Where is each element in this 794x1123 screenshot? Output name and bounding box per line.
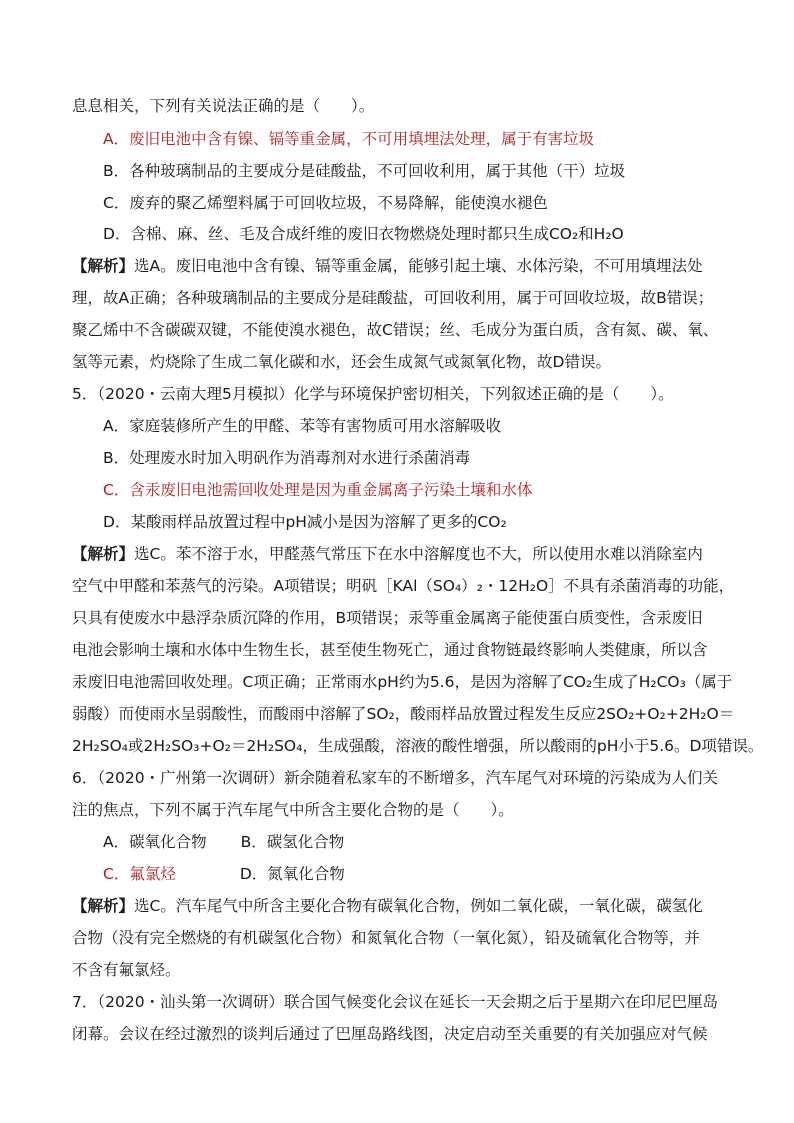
q4-option-c: C．废弃的聚乙烯塑料属于可回收垃圾，不易降解，能使溴水褪色	[103, 194, 548, 212]
q4-analysis-line-1: 【解析】选A。废旧电池中含有镍、镉等重金属，能够引起土壤、水体污染，不可用填埋法处	[72, 257, 703, 275]
q6-option-d: D．氮氧化合物	[239, 865, 345, 883]
q4-analysis-line-4: 氢等元素，灼烧除了生成二氧化碳和水，还会生成氮气或氮氧化物，故D错误。	[72, 353, 611, 371]
q5-option-a: A．家庭装修所产生的甲醛、苯等有害物质可用水溶解吸收	[103, 417, 502, 435]
q6-option-c: C．氟氯烃	[103, 865, 176, 883]
q5-analysis-line-6: 弱酸）而使雨水呈弱酸性，而酸雨中溶解了SO₂，酸雨样品放置过程发生反应2SO₂+O₂+2H₂O＝	[72, 705, 735, 723]
q5-analysis-line-3: 只具有使废水中悬浮杂质沉降的作用，B项错误；汞等重金属离子能使蛋白质变性，含汞废旧	[72, 609, 703, 627]
q7-stem-line-1: 7．（2020・汕头第一次调研）联合国气候变化会议在延长一天会期之后于星期六在印尼巴厘岛	[72, 993, 719, 1011]
q5-stem: 5．（2020・云南大理5月模拟）化学与环境保护密切相关，下列叙述正确的是（ ）。	[72, 385, 674, 403]
q6-options-row-2	[103, 864, 753, 884]
q7-stem-line-2: 闭幕。会议在经过激烈的谈判后通过了巴厘岛路线图，决定启动至关重要的有关加强应对气候	[72, 1025, 708, 1043]
q5-option-b: B．处理废水时加入明矾作为消毒剂对水进行杀菌消毒	[103, 449, 471, 467]
q5-analysis-line-2: 空气中甲醛和苯蒸气的污染。A项错误；明矾［KAl（SO₄）₂・12H₂O］不具有杀菌消毒的功能，	[72, 577, 735, 595]
q6-option-a: A．碳氧化合物	[103, 833, 207, 851]
q6-stem-line-2: 注的焦点，下列不属于汽车尾气中所含主要化合物的是（ ）。	[72, 801, 514, 819]
analysis-label: 【解析】	[72, 545, 135, 563]
q6-options-row-1	[103, 832, 753, 852]
q5-option-d: D．某酸雨样品放置过程中pH减小是因为溶解了更多的CO₂	[103, 513, 507, 531]
q5-option-c: C．含汞废旧电池需回收处理是因为重金属离子污染土壤和水体	[103, 481, 533, 499]
q5-analysis-line-4: 电池会影响土壤和水体中生物生长，甚至使生物死亡，通过食物链最终影响人类健康，所以含	[72, 641, 708, 659]
q6-stem-line-1: 6．（2020・广州第一次调研）新余随着私家车的不断增多，汽车尾气对环境的污染成为人们关	[72, 769, 719, 787]
q6-option-b: B．碳氢化合物	[240, 833, 345, 851]
q4-option-d: D．含棉、麻、丝、毛及合成纤维的废旧衣物燃烧处理时都只生成CO₂和H₂O	[103, 225, 624, 243]
q6-analysis-line-3: 不含有氟氯烃。	[72, 961, 181, 979]
q4-option-b: B．各种玻璃制品的主要成分是硅酸盐，不可回收利用，属于其他（干）垃圾	[103, 162, 626, 180]
q6-analysis-line-1: 【解析】选C。汽车尾气中所含主要化合物有碳氧化合物，例如二氧化碳，一氧化碳，碳氢化	[72, 897, 703, 915]
q4-analysis-line-2: 理，故A正确；各种玻璃制品的主要成分是硅酸盐，可回收利用，属于可回收垃圾，故B错误；	[72, 289, 714, 307]
q4-option-a: A．废旧电池中含有镍、镉等重金属，不可用填埋法处理，属于有害垃圾	[103, 130, 595, 148]
analysis-label: 【解析】	[72, 257, 135, 275]
q5-analysis-line-7: 2H₂SO₄或2H₂SO₃+O₂＝2H₂SO₄，生成强酸，溶液的酸性增强，所以酸雨的pH小于5.6。D项错误。	[72, 737, 764, 755]
q6-analysis-line-2: 合物（没有完全燃烧的有机碳氢化合物）和氮氧化合物（一氧化氮），铅及硫氧化合物等，并	[72, 929, 700, 947]
analysis-label: 【解析】	[72, 897, 135, 915]
q4-analysis-line-3: 聚乙烯中不含碳碳双键，不能使溴水褪色，故C错误；丝、毛成分为蛋白质，含有氮、碳、氧、	[72, 321, 719, 339]
q4-stem-tail: 息息相关，下列有关说法正确的是（ ）。	[72, 97, 375, 115]
q5-analysis-line-5: 汞废旧电池需回收处理。C项正确；正常雨水pH约为5.6，是因为溶解了CO₂生成了H₂CO₃（属于	[72, 673, 733, 691]
q5-analysis-line-1: 【解析】选C。苯不溶于水，甲醛蒸气常压下在水中溶解度也不大，所以使用水难以消除室内	[72, 545, 703, 563]
